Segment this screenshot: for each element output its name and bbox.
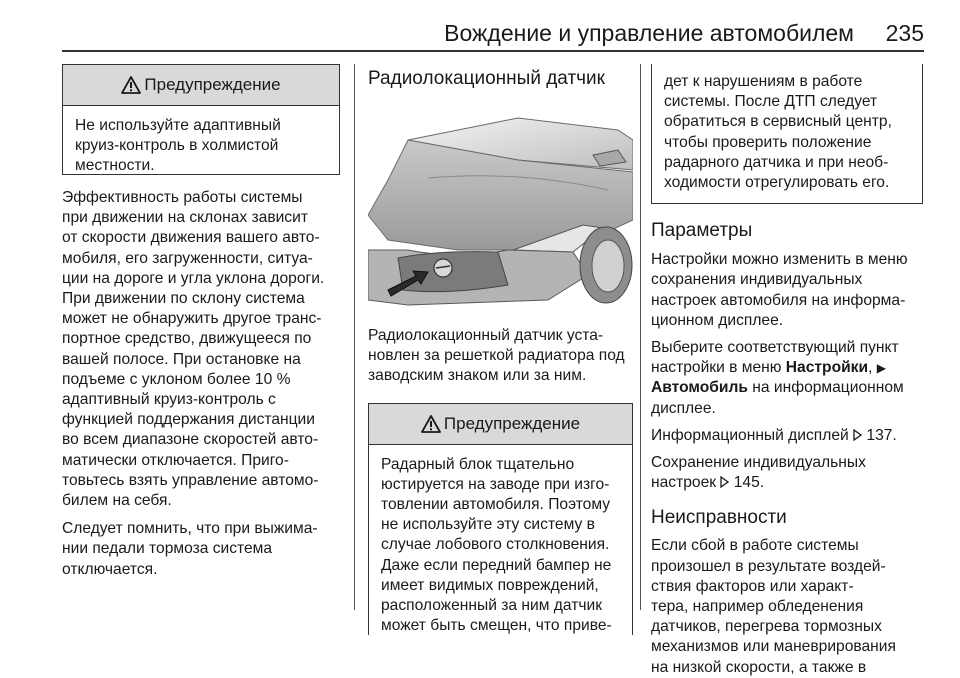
text-line: заводским знаком или за ним. [368, 367, 587, 385]
text-line: датчиков, перегрева тормозных [651, 618, 882, 636]
column-divider-2 [640, 64, 641, 610]
text-segment: настройки в меню [651, 359, 786, 377]
text-line: билем на себя. [62, 492, 172, 510]
menu-arrow-icon: ▶ [876, 361, 886, 376]
paragraph-parameters [651, 250, 923, 331]
text-line: чтобы проверить положение [664, 133, 872, 151]
text-line: обратиться в сервисный центр, [664, 113, 892, 131]
text-line: товьтесь взять управление автомо- [62, 471, 319, 489]
text-line: может быть смещен, что приве- [381, 617, 612, 635]
section-heading-parameters: Параметры [651, 220, 753, 242]
warning-box-radar [368, 403, 633, 635]
paragraph-select-setting [651, 338, 923, 419]
text-segment: настроек [651, 474, 721, 492]
section-heading-radar: Радиолокационный датчик [368, 68, 605, 89]
text-line: портное средство, движущееся по [62, 330, 312, 348]
paragraph-faults [651, 536, 923, 677]
page-reference-icon [853, 429, 862, 441]
text-line: имеет видимых повреждений, [381, 576, 599, 594]
text-line: механизмов или маневрирования [651, 638, 896, 656]
text-line: нии педали тормоза система [62, 540, 273, 558]
page-reference-icon [720, 476, 729, 488]
menu-path-vehicle: Автомобиль [651, 379, 748, 397]
text-line: мобиля, его загруженности, ситуа- [62, 249, 313, 267]
column-divider-1 [354, 64, 355, 610]
text-line: При движении по склону система [62, 290, 305, 308]
text-segment: Информационный дисплей [651, 426, 854, 444]
text-line [651, 358, 923, 378]
section-heading-faults: Неисправности [651, 507, 787, 529]
menu-path-settings: Настройки [785, 359, 869, 377]
text-line: вашей полосе. При остановке на [62, 350, 301, 368]
text-line: Даже если передний бампер не [381, 556, 612, 574]
text-line: может не обнаружить другое транс- [62, 310, 322, 328]
text-segment: на информационном [747, 379, 904, 397]
column-left [62, 64, 340, 580]
reference-saved-settings [651, 453, 923, 493]
text-line: системы. После ДТП следует [664, 93, 878, 111]
text-line: товлении автомобиля. Поэтому [381, 496, 611, 514]
text-line: тера, например обледенения [651, 598, 864, 616]
text-line: сохранения индивидуальных [651, 271, 863, 289]
text-line: ционном дисплее. [651, 311, 784, 329]
paragraph-slopes [62, 188, 340, 511]
text-line: отключается. [62, 560, 158, 578]
text-line: дисплее. [651, 399, 716, 417]
reference-page: 137. [866, 426, 897, 444]
text-line: Эффективность работы системы [62, 189, 303, 206]
page-number: 235 [885, 20, 924, 46]
warning-header [63, 65, 339, 106]
text-line: функцией поддержания дистанции [62, 411, 315, 429]
text-line: случае лобового столкновения. [381, 536, 610, 554]
reference-info-display [651, 426, 923, 446]
text-line: Радарный блок тщательно [381, 455, 575, 473]
text-line: ции на дороге и угла уклона дороги. [62, 269, 325, 287]
text-line [651, 378, 923, 398]
page-title: Вождение и управление автомобилем [444, 20, 854, 46]
paragraph-brake [62, 519, 340, 580]
reference-page: 145. [733, 474, 765, 492]
text-line: ходимости отрегулировать его. [664, 174, 890, 192]
header-rule [62, 50, 924, 52]
warning-title: Предупреждение [144, 75, 281, 94]
warning-text [369, 445, 632, 648]
text-line: местности. [75, 157, 155, 175]
warning-triangle-icon [421, 415, 441, 433]
text-line: круиз-контроль в холмистой [75, 137, 279, 155]
text-line: произошел в результате воздей- [651, 557, 886, 575]
text-line: адаптивный круиз-контроль с [62, 391, 276, 409]
text-line: от скорости движения вашего авто- [62, 229, 320, 247]
warning-triangle-icon [121, 76, 141, 94]
text-line: при движении на склонах зависит [62, 209, 308, 227]
warning-box-continued [651, 64, 923, 204]
text-line: на низкой скорости, а также в [651, 658, 867, 676]
text-line: расположенный за ним датчик [381, 597, 603, 615]
warning-text [63, 106, 339, 188]
text-line: настроек автомобиля на информа- [651, 291, 906, 309]
text-line: Сохранение индивидуальных [651, 454, 866, 472]
text-line: Не используйте адаптивный [75, 117, 281, 134]
text-line: не используйте эту систему в [381, 516, 595, 534]
text-line: Радиолокационный датчик уста- [368, 327, 604, 344]
text-line: ствия факторов или характ- [651, 577, 854, 595]
car-front-illustration [368, 100, 633, 310]
text-line: Если сбой в работе системы [651, 537, 859, 555]
text-line: подъеме с уклоном более 10 % [62, 370, 291, 388]
text-line: новлен за решеткой радиатора под [368, 347, 625, 365]
text-line [651, 473, 923, 493]
text-line: дет к нарушениям в работе [664, 73, 863, 90]
text-line: во всем диапазоне скоростей авто- [62, 431, 319, 449]
column-middle [368, 64, 633, 635]
column-right [651, 64, 923, 678]
text-line: радарного датчика и при необ- [664, 153, 889, 171]
text-line: юстируется на заводе при изго- [381, 475, 610, 493]
text-line: Настройки можно изменить в меню [651, 251, 908, 269]
text-line: Выберите соответствующий пункт [651, 339, 899, 357]
text-segment: , [868, 359, 877, 377]
text-line: Следует помнить, что при выжима- [62, 520, 318, 538]
warning-header [369, 404, 632, 445]
text-line: матически отключается. Приго- [62, 451, 289, 469]
warning-title: Предупреждение [443, 413, 581, 433]
warning-box-hills [62, 64, 340, 175]
page-header [62, 16, 924, 52]
image-caption [368, 326, 633, 387]
